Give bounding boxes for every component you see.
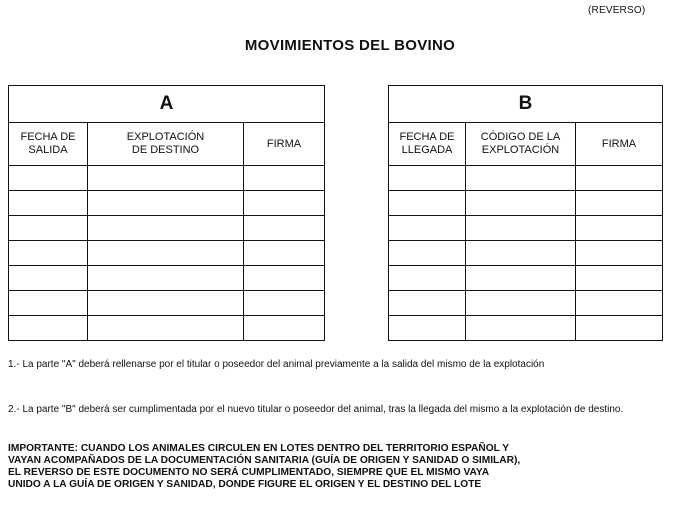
signature-cell[interactable] xyxy=(576,241,663,266)
part-a-letter: A xyxy=(9,86,325,123)
signature-cell[interactable] xyxy=(576,316,663,341)
table-row xyxy=(389,166,663,191)
date-cell[interactable] xyxy=(9,266,88,291)
table-row xyxy=(9,241,325,266)
signature-cell[interactable] xyxy=(244,316,325,341)
column-header-firma: FIRMA xyxy=(576,123,663,166)
table-row xyxy=(9,191,325,216)
part-b-letter: B xyxy=(389,86,663,123)
signature-cell[interactable] xyxy=(576,191,663,216)
important-line: IMPORTANTE: CUANDO LOS ANIMALES CIRCULEN EN LOTES DENTRO DEL TERRITORIO ESPAÑOL Y xyxy=(8,443,510,454)
table-row xyxy=(9,316,325,341)
destination-cell[interactable] xyxy=(88,191,244,216)
farm-code-cell[interactable] xyxy=(466,216,576,241)
table-row xyxy=(389,291,663,316)
reverso-label: (REVERSO) xyxy=(588,5,646,16)
signature-cell[interactable] xyxy=(244,166,325,191)
signature-cell[interactable] xyxy=(576,266,663,291)
signature-cell[interactable] xyxy=(244,191,325,216)
table-row xyxy=(9,266,325,291)
date-cell[interactable] xyxy=(9,291,88,316)
column-header-fecha-salida: FECHA DE SALIDA xyxy=(9,123,88,166)
important-notice xyxy=(8,443,692,491)
farm-code-cell[interactable] xyxy=(466,266,576,291)
signature-cell[interactable] xyxy=(244,216,325,241)
table-row xyxy=(389,266,663,291)
column-header-codigo-explotacion: CÓDIGO DE LA EXPLOTACIÓN xyxy=(466,123,576,166)
signature-cell[interactable] xyxy=(244,291,325,316)
signature-cell[interactable] xyxy=(244,266,325,291)
note-part-a: 1.- La parte "A" deberá rellenarse por el titular o poseedor del animal previamente a la salida del mismo de la explotación xyxy=(8,359,545,370)
signature-cell[interactable] xyxy=(244,241,325,266)
table-row xyxy=(9,216,325,241)
signature-cell[interactable] xyxy=(576,166,663,191)
part-b-table xyxy=(388,85,663,341)
important-line: VAYAN ACOMPAÑADOS DE LA DOCUMENTACIÓN SANITARIA (GUÍA DE ORIGEN Y SANIDAD O SIMILAR), xyxy=(8,455,521,466)
part-a-table xyxy=(8,85,325,341)
page-title: MOVIMIENTOS DEL BOVINO xyxy=(244,37,456,54)
note-part-b: 2.- La parte "B" deberá ser cumplimentada por el nuevo titular o poseedor del animal, tras la llegada del mismo a la explotación de destino. xyxy=(8,404,624,415)
table-row xyxy=(389,241,663,266)
date-cell[interactable] xyxy=(9,316,88,341)
table-row xyxy=(9,166,325,191)
table-row xyxy=(9,291,325,316)
date-cell[interactable] xyxy=(9,166,88,191)
destination-cell[interactable] xyxy=(88,266,244,291)
date-cell[interactable] xyxy=(389,216,466,241)
farm-code-cell[interactable] xyxy=(466,191,576,216)
signature-cell[interactable] xyxy=(576,216,663,241)
destination-cell[interactable] xyxy=(88,166,244,191)
farm-code-cell[interactable] xyxy=(466,166,576,191)
destination-cell[interactable] xyxy=(88,241,244,266)
date-cell[interactable] xyxy=(9,216,88,241)
column-header-explotacion-destino: EXPLOTACIÓN DE DESTINO xyxy=(88,123,244,166)
date-cell[interactable] xyxy=(389,316,466,341)
destination-cell[interactable] xyxy=(88,316,244,341)
table-row xyxy=(389,191,663,216)
table-row xyxy=(389,216,663,241)
important-line: UNIDO A LA GUÍA DE ORIGEN Y SANIDAD, DONDE FIGURE EL ORIGEN Y EL DESTINO DEL LOTE xyxy=(8,479,482,490)
farm-code-cell[interactable] xyxy=(466,291,576,316)
farm-code-cell[interactable] xyxy=(466,316,576,341)
date-cell[interactable] xyxy=(389,266,466,291)
date-cell[interactable] xyxy=(389,191,466,216)
destination-cell[interactable] xyxy=(88,291,244,316)
date-cell[interactable] xyxy=(9,191,88,216)
column-header-firma: FIRMA xyxy=(244,123,325,166)
date-cell[interactable] xyxy=(389,241,466,266)
date-cell[interactable] xyxy=(389,291,466,316)
date-cell[interactable] xyxy=(9,241,88,266)
date-cell[interactable] xyxy=(389,166,466,191)
table-row xyxy=(389,316,663,341)
destination-cell[interactable] xyxy=(88,216,244,241)
signature-cell[interactable] xyxy=(576,291,663,316)
farm-code-cell[interactable] xyxy=(466,241,576,266)
column-header-fecha-llegada: FECHA DE LLEGADA xyxy=(389,123,466,166)
important-line: EL REVERSO DE ESTE DOCUMENTO NO SERÁ CUMPLIMENTADO, SIEMPRE QUE EL MISMO VAYA xyxy=(8,467,490,478)
